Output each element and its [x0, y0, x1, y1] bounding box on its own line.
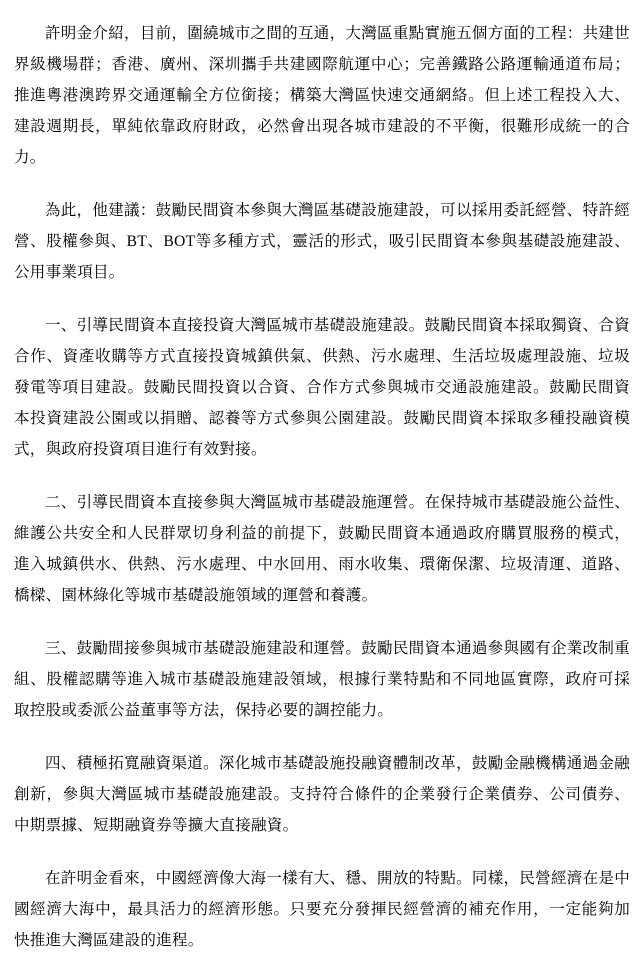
paragraph: 一、引導民間資本直接投資大灣區城市基礎設施建設。鼓勵民間資本採取獨資、合資合作、資產收購等方式直接投資城鎮供氣、供熱、污水處理、生活垃圾處理設施、垃圾發電等項目建設。鼓勵民間投資以合資、合作方式參與城市交通設施建設。鼓勵民間資本投資建設公園或以捐贈、認養等方式參與公園建設。鼓勵民間資本採取多種投融資模式，與政府投資項目進行有效對接。	[14, 317, 630, 458]
paragraph: 二、引導民間資本直接參與大灣區城市基礎設施運營。在保持城市基礎設施公益性、維護公共安全和人民群眾切身利益的前提下，鼓勵民間資本通過政府購買服務的模式，進入城鎮供水、供熱、污水處理、中水回用、雨水收集、環衛保潔、垃圾清運、道路、橋樑、園林綠化等城市基礎設施領域的運營和養護。	[14, 494, 630, 604]
paragraph: 四、積極拓寬融資渠道。深化城市基礎設施投融資體制改革，鼓勵金融機構通過金融創新，參與大灣區城市基礎設施建設。支持符合條件的企業發行企業債券、公司債券、中期票據、短期融資券等擴大直接融資。	[14, 755, 630, 834]
paragraph: 在許明金看來，中國經濟像大海一樣有大、穩、開放的特點。同樣，民營經濟在是中國經濟大海中，最具活力的經濟形態。只要充分發揮民經營濟的補充作用，一定能夠加快推進大灣區建設的進程。	[14, 870, 630, 949]
paragraph: 為此，他建議：鼓勵民間資本參與大灣區基礎設施建設，可以採用委託經營、特許經營、股權參與、BT、BOT等多種方式，靈活的形式，吸引民間資本參與基礎設施建設、公用事業項目。	[14, 202, 630, 281]
paragraph: 許明金介紹，目前，圍繞城市之間的互通，大灣區重點實施五個方面的工程：共建世界級機場群；香港、廣州、深圳攜手共建國際航運中心；完善鐵路公路運輸通道布局；推進粵港澳跨界交通運輸全方位銜接；構築大灣區快速交通網絡。但上述工程投入大、建設週期長，單純依靠政府財政，必然會出現各城市建設的不平衡，很難形成統一的合力。	[14, 25, 630, 166]
paragraph: 三、鼓勵間接參與城市基礎設施建設和運營。鼓勵民間資本通過參與國有企業改制重組、股權認購等進入城市基礎設施建設領域，根據行業特點和不同地區實際，政府可採取控股或委派公益董事等方法，保持必要的調控能力。	[14, 640, 630, 719]
